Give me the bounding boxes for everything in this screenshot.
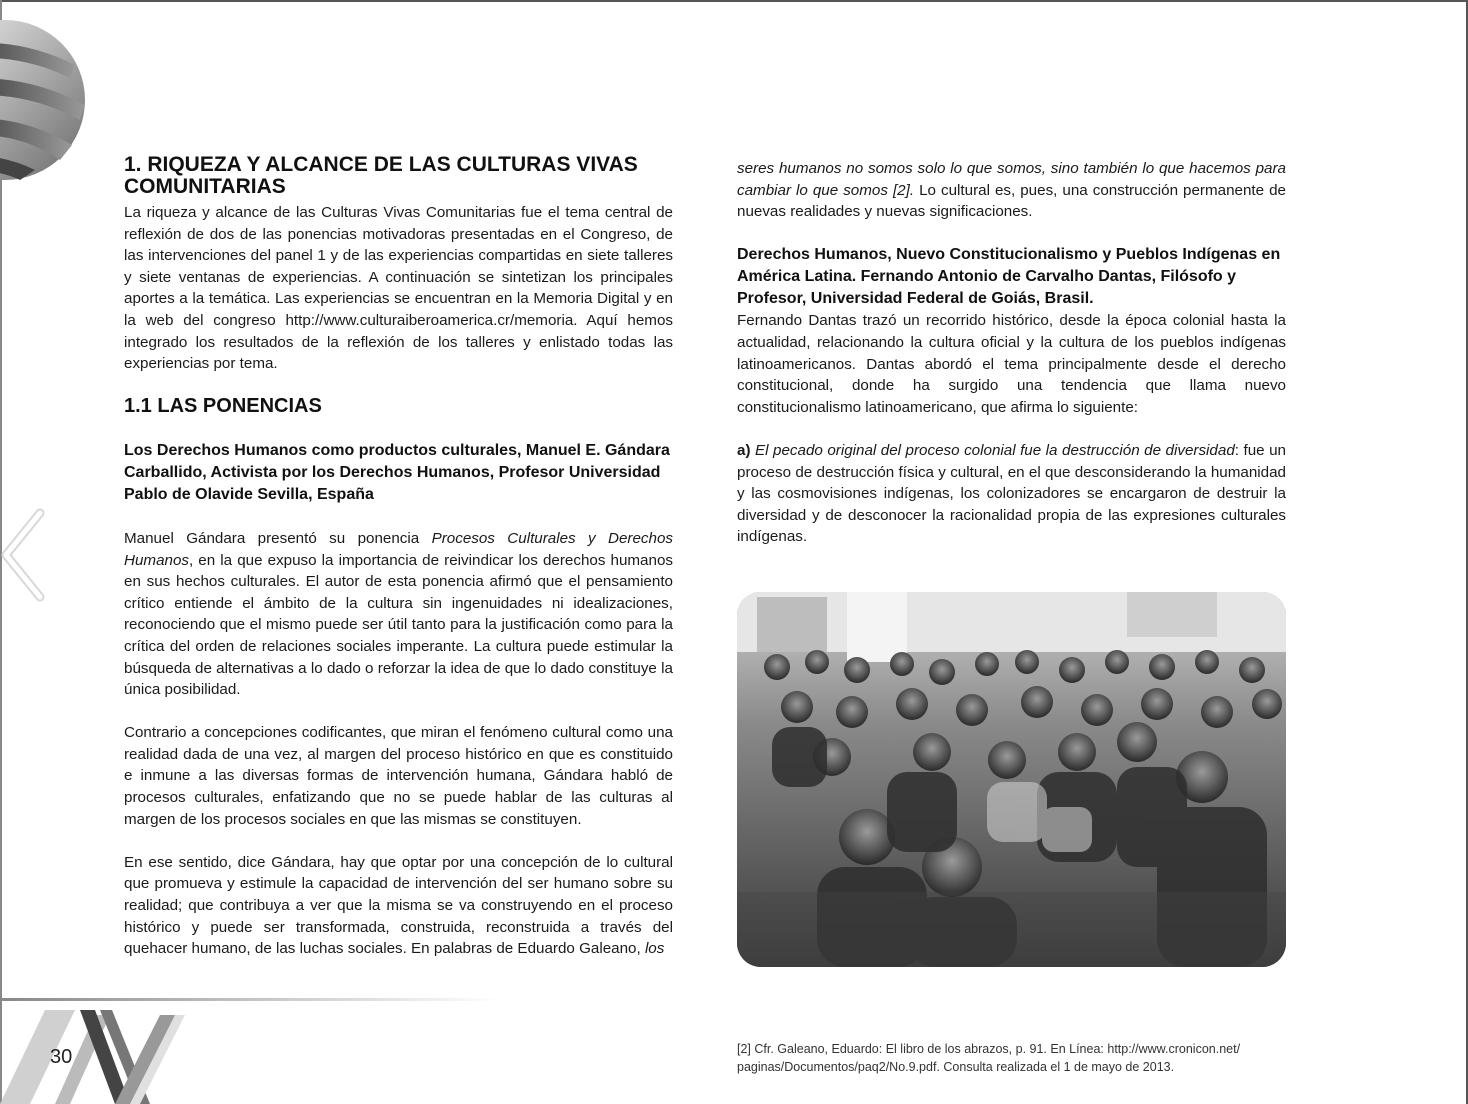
ponencia-title-dantas: Derechos Humanos, Nuevo Constitucionalismo y Pueblos Indígenas en América Latina. Fernando Antonio de Carvalho Dantas, Filósofo y Profesor, Universidad Federal de Goiás, Brasil. [737, 246, 1281, 308]
right-column [737, 158, 1286, 548]
paragraph-dantas-1: Fernando Dantas trazó un recorrido histórico, desde la época colonial hasta la actualidad, relacionando la cultura oficial y la cultura de los pueblos indígenas latinoamericanos. Dantas abordó el tema principalmente desde el derecho constitucional, donde ha surgido una tendencia que llama nuevo constitucionalismo latinoamericano, que afirma lo siguiente: [737, 312, 1286, 416]
intro-paragraph: La riqueza y alcance de las Culturas Vivas Comunitarias fue el tema central de reflexión de dos de las ponencias motivadoras presentadas en el Congreso, de las intervenciones del panel 1 y de las experiencias compartidas en siete talleres y siete ventanas de experiencias. A continuación se sintetizan los principales aportes a la temática. Las experiencias se encuentran en la Memoria Digital y en la web del congreso http://www.culturaiberoamerica.cr/memoria. Aquí hemos integrado los resultados de la reflexión de los talleres y enlistado todas las experiencias por tema. [124, 204, 673, 373]
audience-photo [737, 592, 1286, 967]
paragraph-gandara-2: Contrario a concepciones codificantes, que miran el fenómeno cultural como una realidad dada de una vez, al margen del proceso histórico en que es constituido e inmune a las diversas formas de intervención humana, Gándara habló de procesos culturales, enfatizando que no se puede hablar de las culturas al margen de los procesos sociales en que las mismas se constituyen. [124, 724, 673, 828]
item-a-paragraph [737, 440, 1286, 548]
p1-start: Manuel Gándara presentó su ponencia [124, 529, 432, 547]
item-a-label: a) [737, 441, 751, 459]
top-border [0, 0, 1468, 2]
subsection-heading: 1.1 LAS PONENCIAS [124, 395, 322, 418]
footnote [737, 1040, 1297, 1076]
left-column [124, 154, 673, 960]
galeano-quote: seres humanos no somos solo lo que somos, sino también lo que hacemos para cambiar lo que somos [2]. [737, 160, 1286, 199]
p3-start: En ese sentido, dice Gándara, hay que optar por una concepción de lo cultural que promueva y estimule la capacidad de intervención del ser humano sobre su realidad; que contribuya a ver que la misma se va construyendo en el proceso histórico y puede ser transformada, construida, reconstruida a través del quehacer humano, de las luchas sociales. En palabras de Eduardo Galeano, [124, 853, 673, 958]
item-a-text: : fue un proceso de destrucción física y cultural, en el que desconsiderando la humanidad y las cosmovisiones indígenas, los colonizadores se encargaron de destruir la diversidad y de desconocer la racionalidad propia de las expresiones culturales indígenas. [737, 441, 1286, 546]
p1-italic-title: Procesos Culturales y Derechos Humanos [124, 529, 673, 569]
audience-photo-image [737, 592, 1286, 967]
galeano-quote-paragraph [737, 158, 1286, 223]
ponencia-title: Los Derechos Humanos como productos culturales, Manuel E. Gándara Carballido, Activista por los Derechos Humanos, Profesor Universidad Pablo de Olavide Sevilla, España [124, 441, 670, 503]
globe-logo-icon [0, 10, 90, 180]
p1-end: , en la que expuso la importancia de reivindicar los derechos humanos en sus hechos culturales. El autor de esta ponencia afirmó que el pensamiento crítico entiende el ámbito de la cultura sin ingenuidades ni idealizaciones, reconociendo que el mismo puede ser útil tanto para la justificación como para la crítica del orden de relaciones sociales imperante. La cultura puede estimular la búsqueda de alternativas a lo dado o reforzar la idea de que lo dado constituye la única posibilidad. [124, 551, 673, 699]
section-heading: 1. RIQUEZA Y ALCANCE DE LAS CULTURAS VIVAS COMUNITARIAS [124, 153, 638, 198]
previous-page-arrow-icon[interactable] [0, 505, 50, 605]
paragraph-gandara-1 [124, 528, 673, 701]
paragraph-gandara-3 [124, 852, 673, 960]
footnote-line-2: paginas/Documentos/paq2/No.9.pdf. Consulta realizada el 1 de mayo de 2013. [737, 1060, 1175, 1074]
bottom-decoration [0, 990, 500, 1104]
footnote-line-1: [2] Cfr. Galeano, Eduardo: El libro de los abrazos, p. 91. En Línea: http://www.cronicon.net/ [737, 1042, 1241, 1056]
page-number: 30 [50, 1046, 73, 1068]
p3-italic: los [644, 940, 665, 958]
item-a-italic: El pecado original del proceso colonial fue la destrucción de diversidad [750, 441, 1235, 459]
quote-continuation: Lo cultural es, pues, una construcción permanente de nuevas realidades y nuevas significaciones. [737, 181, 1286, 221]
